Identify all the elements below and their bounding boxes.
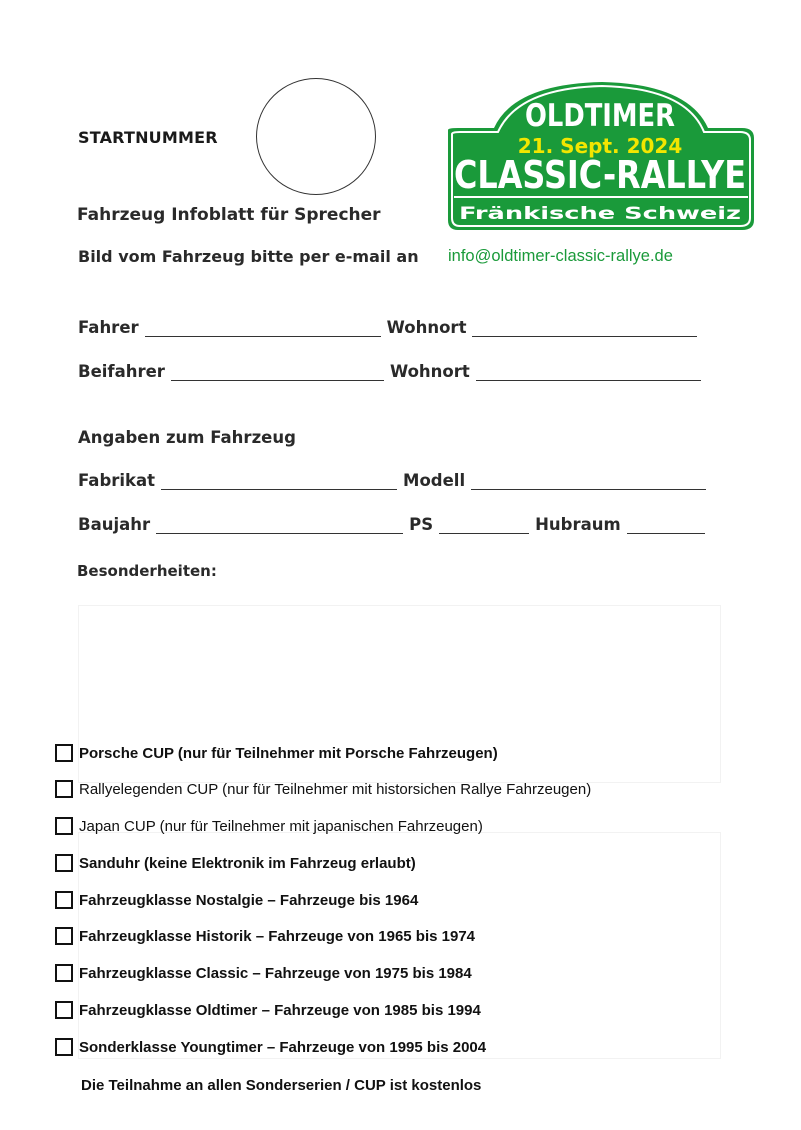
checkbox-klasse-classic[interactable]	[55, 964, 472, 982]
besonderheiten-label: Besonderheiten:	[77, 562, 217, 580]
ps-label: PS	[409, 515, 434, 534]
checkbox-icon[interactable]	[55, 891, 73, 909]
rallye-logo	[442, 80, 758, 232]
wohnort-field-1[interactable]	[472, 322, 697, 337]
checkbox-klasse-oldtimer[interactable]	[55, 1001, 481, 1019]
logo-oldtimer: OLDTIMER	[525, 98, 676, 134]
checkbox-label: Fahrzeugklasse Oldtimer – Fahrzeuge von 1985 bis 1994	[79, 1001, 481, 1019]
hubraum-field[interactable]	[627, 519, 705, 534]
checkbox-label: Porsche CUP (nur für Teilnehmer mit Porsche Fahrzeugen)	[79, 744, 498, 762]
checkbox-label: Fahrzeugklasse Classic – Fahrzeuge von 1975 bis 1984	[79, 964, 472, 982]
fabrikat-field[interactable]	[161, 475, 397, 490]
fahrer-label: Fahrer	[78, 318, 139, 337]
checkbox-label: Japan CUP (nur für Teilnehmer mit japanischen Fahrzeugen)	[79, 817, 483, 835]
form-title: Fahrzeug Infoblatt für Sprecher	[77, 205, 381, 225]
checkbox-icon[interactable]	[55, 964, 73, 982]
baujahr-field[interactable]	[156, 519, 403, 534]
checkbox-sonderklasse-youngtimer[interactable]	[55, 1038, 486, 1056]
beifahrer-field[interactable]	[171, 366, 384, 381]
checkbox-icon[interactable]	[55, 817, 73, 835]
checkbox-label: Rallyelegenden CUP (nur für Teilnehmer mit historsichen Rallye Fahrzeugen)	[79, 780, 592, 798]
checkbox-label: Sonderklasse Youngtimer – Fahrzeuge von 1995 bis 2004	[79, 1038, 487, 1056]
fahrer-row	[78, 318, 703, 337]
startnummer-label: STARTNUMMER	[78, 128, 218, 147]
startnummer-circle-field[interactable]	[256, 78, 376, 195]
logo-region: Fränkische Schweiz	[459, 204, 742, 224]
ps-field[interactable]	[439, 519, 529, 534]
beifahrer-row	[78, 362, 707, 381]
beifahrer-label: Beifahrer	[78, 362, 165, 381]
fabrikat-label: Fabrikat	[78, 471, 156, 490]
checkbox-label: Fahrzeugklasse Historik – Fahrzeuge von 1965 bis 1974	[79, 927, 476, 945]
checkbox-klasse-historik[interactable]	[55, 927, 475, 945]
hubraum-label: Hubraum	[535, 515, 621, 534]
checkbox-icon[interactable]	[55, 744, 73, 762]
wohnort-label-2: Wohnort	[389, 362, 470, 381]
fabrikat-row	[78, 471, 712, 490]
wohnort-field-2[interactable]	[476, 366, 701, 381]
checkbox-japan-cup[interactable]	[55, 817, 483, 835]
checkbox-icon[interactable]	[55, 927, 73, 945]
email-link[interactable]: info@oldtimer-classic-rallye.de	[448, 247, 673, 265]
modell-field[interactable]	[471, 475, 706, 490]
checkbox-porsche-cup[interactable]	[55, 744, 498, 762]
modell-label: Modell	[403, 471, 466, 490]
checkbox-icon[interactable]	[55, 1001, 73, 1019]
section-title-fahrzeug: Angaben zum Fahrzeug	[78, 428, 296, 447]
baujahr-label: Baujahr	[78, 515, 151, 534]
fahrer-field[interactable]	[145, 322, 381, 337]
checkbox-klasse-nostalgie[interactable]	[55, 891, 418, 909]
mail-instruction: Bild vom Fahrzeug bitte per e-mail an	[78, 247, 419, 266]
checkbox-label: Sanduhr (keine Elektronik im Fahrzeug erlaubt)	[79, 854, 416, 872]
checkbox-icon[interactable]	[55, 854, 73, 872]
baujahr-row	[78, 515, 711, 534]
checkbox-sanduhr[interactable]	[55, 854, 416, 872]
checkbox-rallyelegenden-cup[interactable]	[55, 780, 591, 798]
checkbox-icon[interactable]	[55, 1038, 73, 1056]
wohnort-label-1: Wohnort	[386, 318, 467, 337]
logo-date: 21. Sept. 2024	[517, 134, 683, 158]
logo-classic-rallye: CLASSIC-RALLYE	[454, 153, 746, 197]
checkbox-label: Fahrzeugklasse Nostalgie – Fahrzeuge bis 1964	[79, 891, 419, 909]
checkbox-icon[interactable]	[55, 780, 73, 798]
footer-note: Die Teilnahme an allen Sonderserien / CUP ist kostenlos	[81, 1077, 482, 1094]
